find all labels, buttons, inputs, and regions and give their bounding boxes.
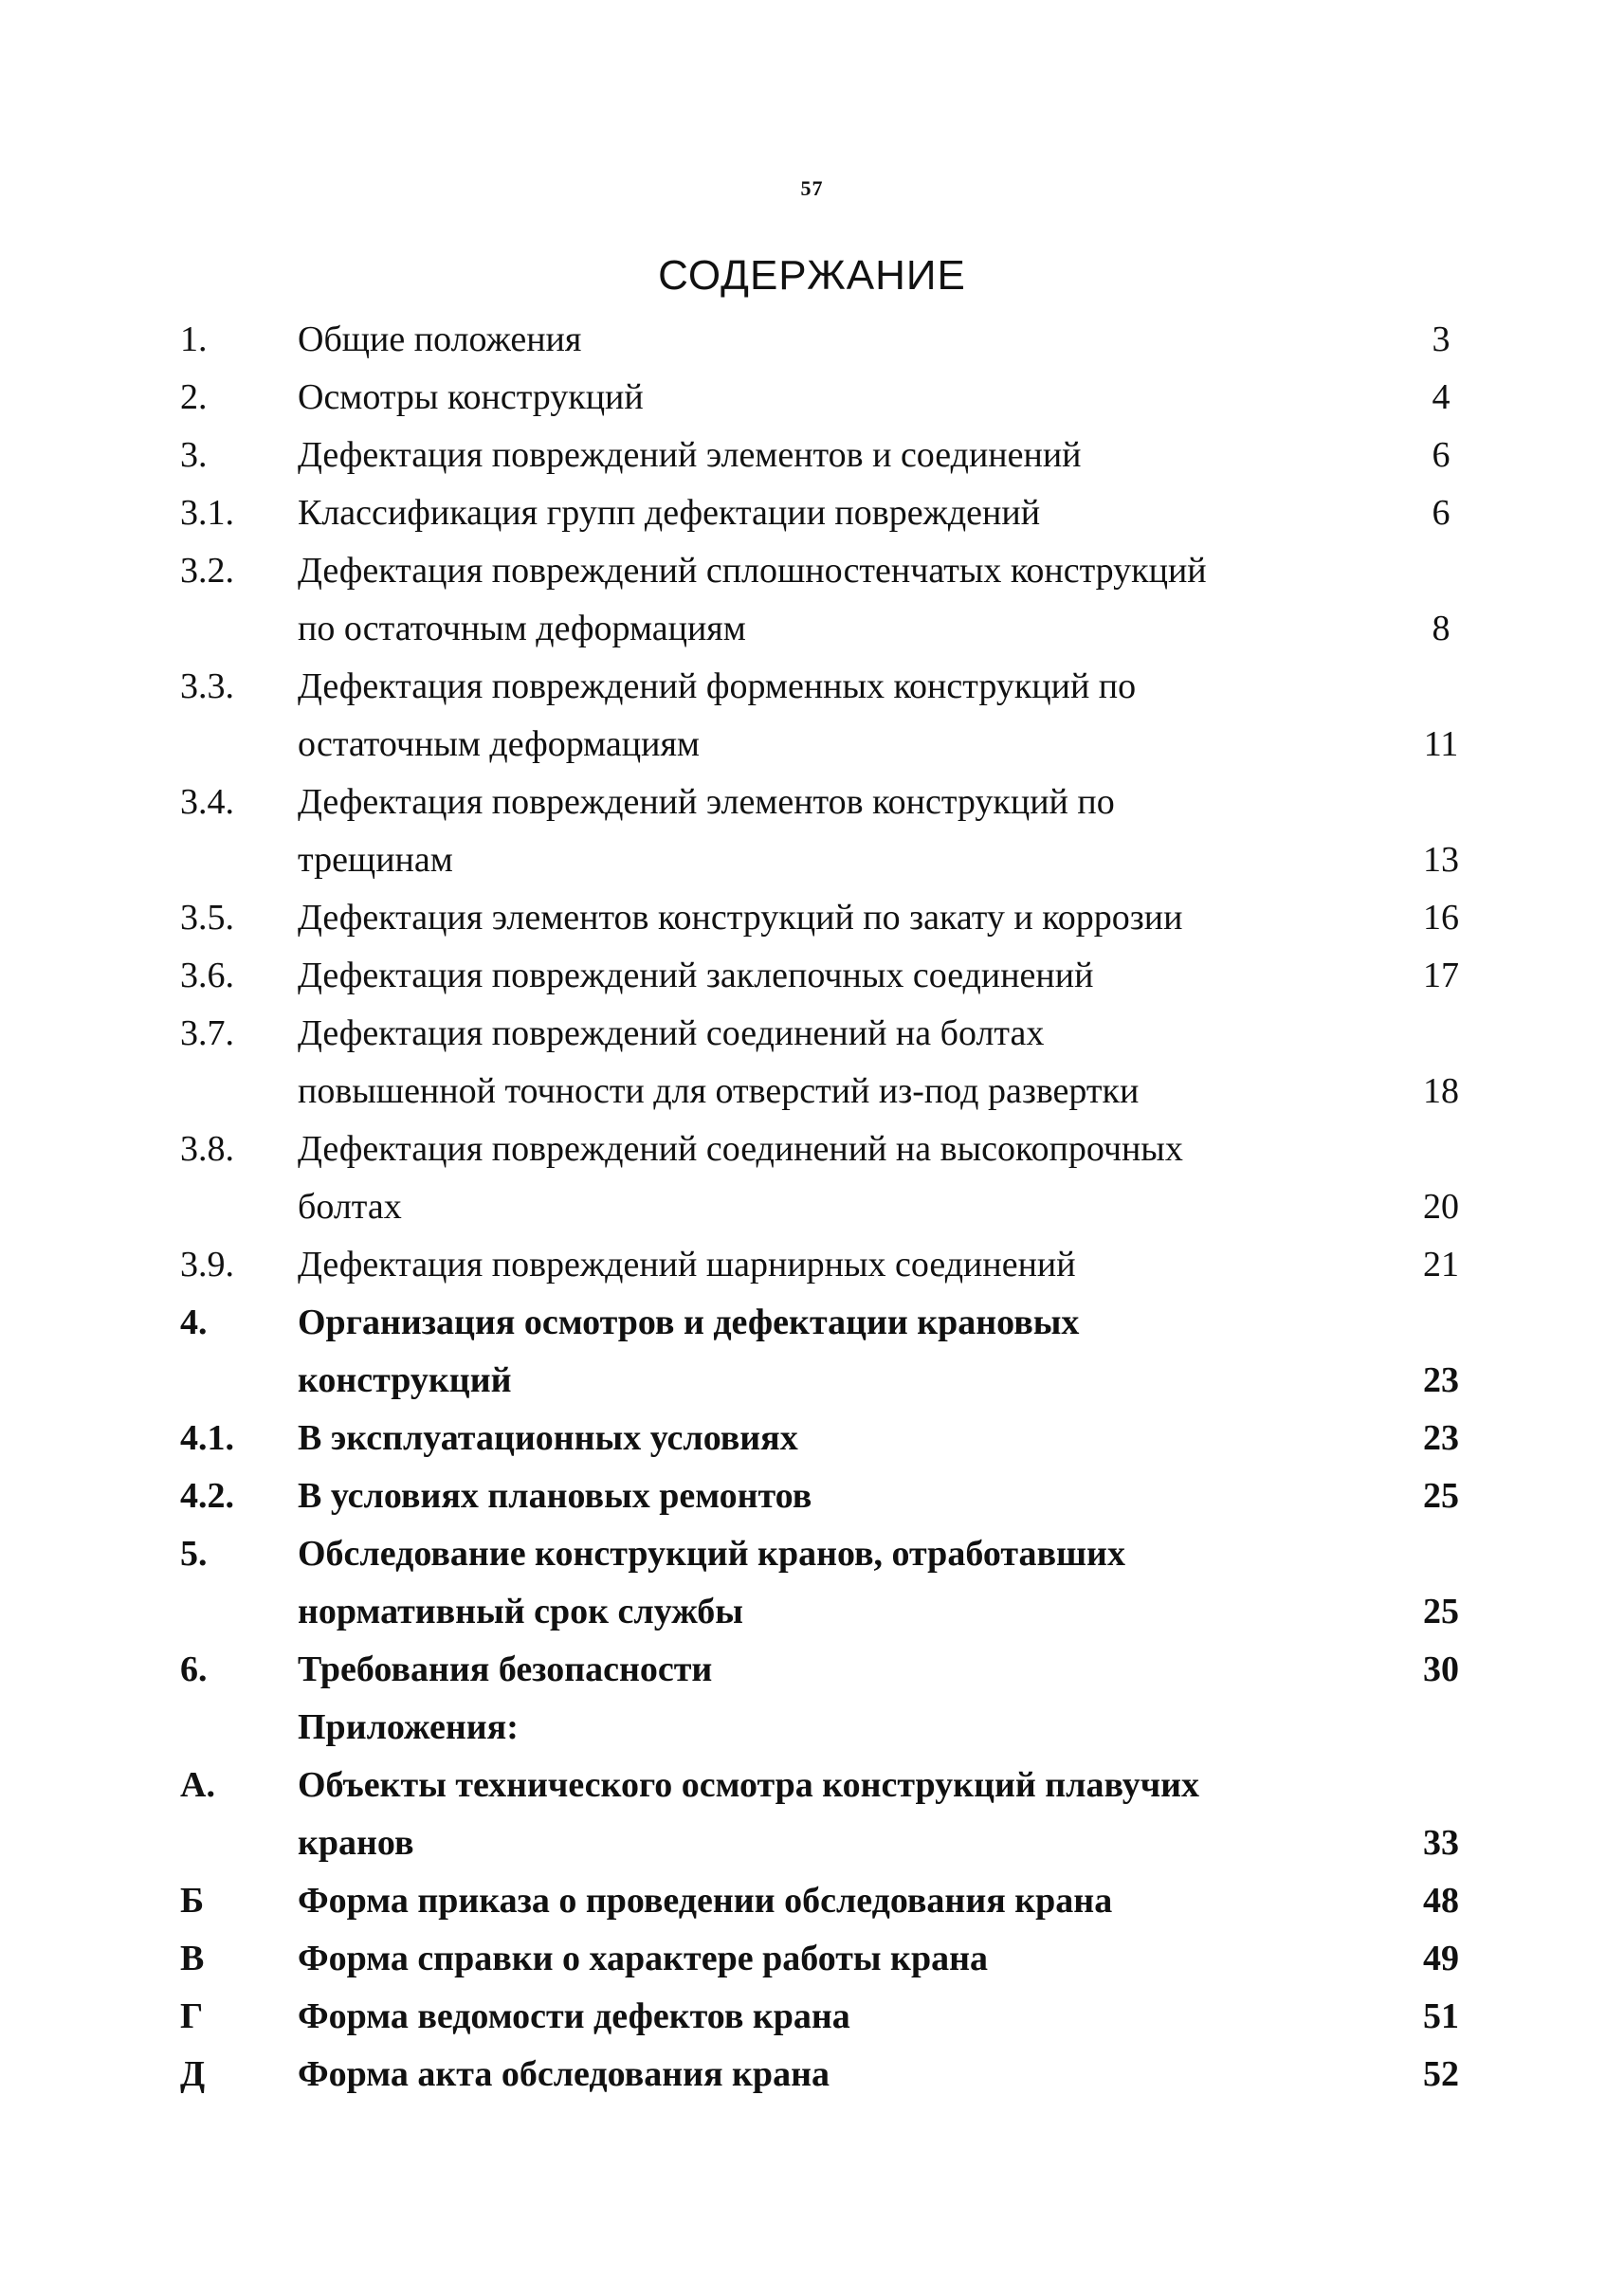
toc-entry-number: 3.1. [180,493,234,533]
toc-entry [180,1410,1469,1467]
table-of-contents [180,311,1469,2104]
toc-entry [180,1757,1469,1872]
toc-entry [180,1005,1469,1121]
toc-entry-title [298,774,1413,889]
toc-entry [180,1294,1469,1410]
toc-entry-number: 3.7. [180,1013,234,1053]
toc-entry-title-line: Дефектация повреждений элементов и соединений [298,435,1082,475]
toc-entry-title [298,1005,1413,1121]
toc-entry-title [298,542,1413,658]
toc-entry [180,1121,1469,1236]
toc-entry-title [298,947,1413,1005]
toc-entry-page: 8 [1432,609,1451,648]
toc-entry-title-line: Дефектация повреждений соединений на болтах [298,1013,1045,1053]
toc-entry-page: 48 [1423,1881,1459,1921]
toc-entry-page: 25 [1423,1592,1459,1631]
toc-entry-number: 6. [180,1649,208,1689]
toc-entry-title [298,369,1413,427]
toc-entry [180,1930,1469,1988]
toc-entry [180,889,1469,947]
toc-entry-number: А. [180,1765,215,1805]
toc-entry-title-line: по остаточным деформациям [298,609,746,648]
toc-entry [180,1872,1469,1930]
toc-entry [180,2046,1469,2104]
toc-entry-page: 30 [1423,1649,1459,1689]
toc-entry-title [298,1988,1413,2046]
toc-entry-title-line: В условиях плановых ремонтов [298,1476,812,1516]
toc-entry-title [298,1699,1413,1757]
toc-entry-title-line: остаточным деформациям [298,724,700,764]
toc-entry-page: 52 [1423,2054,1459,2094]
toc-entry-page: 33 [1423,1823,1459,1863]
toc-entry-page: 49 [1423,1939,1459,1978]
toc-entry-title-line: Дефектация повреждений соединений на высокопрочных [298,1129,1183,1169]
toc-entry [180,947,1469,1005]
toc-entry [180,484,1469,542]
toc-entry-title [298,2046,1413,2104]
toc-entry-page: 51 [1423,1996,1459,2036]
toc-entry-title [298,1410,1413,1467]
toc-entry-page: 4 [1432,377,1451,417]
toc-entry-page: 25 [1423,1476,1459,1516]
toc-entry-title-line: Дефектация повреждений шарнирных соединений [298,1245,1076,1285]
toc-entry-title-line: Дефектация элементов конструкций по закату и коррозии [298,898,1183,938]
toc-entry-number: 3.6. [180,956,234,995]
toc-entry [180,1641,1469,1699]
toc-entry [180,1988,1469,2046]
toc-entry-title [298,1236,1413,1294]
toc-entry-title-line: Форма приказа о проведении обследования крана [298,1881,1113,1921]
toc-entry-title-line: болтах [298,1187,402,1227]
toc-entry-number: 1. [180,319,208,359]
toc-entry-number: 3.5. [180,898,234,938]
toc-entry-title-line: Дефектация повреждений сплошностенчатых конструкций [298,551,1207,591]
toc-entry-number: 3.9. [180,1245,234,1285]
toc-entry-title [298,1930,1413,1988]
toc-entry-title [298,658,1413,774]
toc-entry [180,542,1469,658]
toc-entry [180,658,1469,774]
toc-entry [180,1467,1469,1525]
toc-entry-number: 4. [180,1303,208,1342]
toc-entry-number: 3.3. [180,666,234,706]
toc-entry-title-line: Объекты технического осмотра конструкций плавучих [298,1765,1200,1805]
toc-entry [180,427,1469,484]
toc-entry [180,311,1469,369]
toc-entry-title [298,1525,1413,1641]
toc-entry-title-line: нормативный срок службы [298,1592,743,1631]
toc-entry [180,1236,1469,1294]
toc-entry [180,369,1469,427]
toc-entry-page: 6 [1432,493,1451,533]
toc-entry-number: 4.1. [180,1418,234,1458]
toc-entry-title-line: Организация осмотров и дефектации крановых [298,1303,1080,1342]
toc-entry [180,1525,1469,1641]
appendices-heading [180,1699,1469,1757]
toc-entry-title [298,484,1413,542]
toc-entry-title-line: В эксплуатационных условиях [298,1418,798,1458]
toc-entry-number: 3.2. [180,551,234,591]
toc-entry-title [298,1757,1413,1872]
toc-entry-title-line: Форма акта обследования крана [298,2054,830,2094]
toc-entry-page: 17 [1423,956,1459,995]
toc-entry-title-line: Форма ведомости дефектов крана [298,1996,850,2036]
toc-entry-title [298,889,1413,947]
toc-entry-title-line: конструкций [298,1360,512,1400]
toc-entry-title [298,427,1413,484]
toc-entry-title-line: Дефектация повреждений заклепочных соединений [298,956,1094,995]
toc-entry-number: Г [180,1996,204,2036]
toc-entry-page: 13 [1423,840,1459,880]
toc-entry-title-line: Форма справки о характере работы крана [298,1939,988,1978]
page-number: 57 [800,176,824,200]
toc-entry-title-line: Обследование конструкций кранов, отработавших [298,1534,1125,1574]
toc-entry-title-line: трещинам [298,840,453,880]
toc-entry-title-line: Осмотры конструкций [298,377,644,417]
toc-entry-number: Д [180,2054,206,2094]
toc-entry-number: 3. [180,435,208,475]
toc-entry-title-line: Требования безопасности [298,1649,713,1689]
toc-entry-page: 18 [1423,1071,1459,1111]
toc-entry-page: 23 [1423,1418,1459,1458]
toc-entry-title [298,1467,1413,1525]
toc-entry-title [298,311,1413,369]
toc-entry-title-line: Дефектация повреждений элементов конструкций по [298,782,1115,822]
toc-entry-page: 11 [1423,724,1459,764]
toc-entry-number: 5. [180,1534,208,1574]
toc-entry-title [298,1872,1413,1930]
toc-entry-page: 3 [1432,319,1451,359]
toc-entry-title-line: Приложения: [298,1707,519,1747]
toc-entry-number: Б [180,1881,205,1921]
toc-entry-title-line: Классификация групп дефектации повреждений [298,493,1041,533]
toc-entry [180,774,1469,889]
toc-entry-page: 6 [1432,435,1451,475]
toc-entry-title-line: кранов [298,1823,414,1863]
toc-entry-title-line: повышенной точности для отверстий из-под развертки [298,1071,1140,1111]
toc-entry-number: 2. [180,377,208,417]
toc-entry-page: 23 [1423,1360,1459,1400]
toc-entry-title-line: Общие положения [298,319,582,359]
toc-entry-number: 3.8. [180,1129,234,1169]
toc-entry-number: 4.2. [180,1476,234,1516]
toc-entry-page: 16 [1423,898,1459,938]
toc-entry-page: 21 [1423,1245,1459,1285]
toc-entry-title [298,1294,1413,1410]
toc-entry-title-line: Дефектация повреждений форменных конструкций по [298,666,1137,706]
toc-entry-title [298,1641,1413,1699]
toc-entry-number: 3.4. [180,782,234,822]
toc-entry-number: В [180,1939,205,1978]
toc-entry-title [298,1121,1413,1236]
toc-title: СОДЕРЖАНИЕ [658,252,966,299]
toc-entry-page: 20 [1423,1187,1459,1227]
